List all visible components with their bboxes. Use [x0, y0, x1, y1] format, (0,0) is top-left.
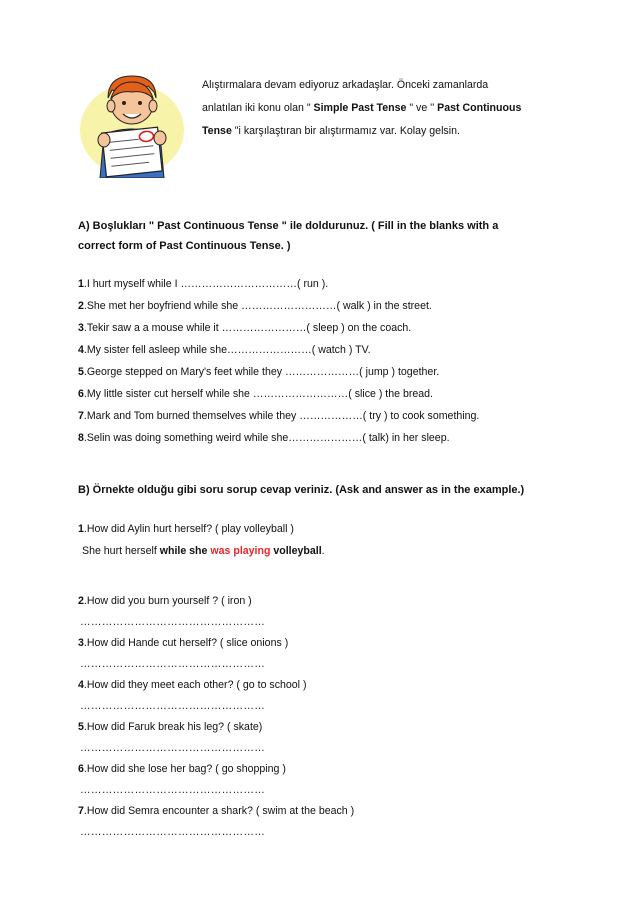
item-text: .Mark and Tom burned themselves while they ………………( try ) to cook something.: [83, 410, 480, 422]
list-item: [78, 590, 568, 612]
list-item: [78, 716, 568, 738]
list-item: [78, 273, 568, 295]
section-b-title: B) Örnekte olduğu gibi soru sorup cevap veriniz. (Ask and answer as in the example.): [78, 484, 525, 496]
header: [78, 68, 568, 178]
answer-blank[interactable]: ……………………………………………: [80, 826, 266, 838]
answer-bold: volleyball: [270, 545, 322, 557]
intro-line-3: [202, 120, 566, 143]
item-number: 2: [78, 595, 84, 607]
answer-blank[interactable]: ……………………………………………: [80, 658, 266, 670]
intro-text: anlatılan iki konu olan ": [202, 102, 314, 114]
item-number: 7: [78, 410, 84, 422]
list-item: [78, 427, 568, 449]
intro-text: " ve '': [406, 102, 438, 114]
item-number: 4: [78, 679, 84, 691]
list-item: [78, 758, 568, 780]
list-item: [78, 339, 568, 361]
intro-paragraph: [202, 74, 566, 143]
item-number: 5: [78, 721, 84, 733]
item-text: .How did they meet each other? ( go to school ): [83, 679, 307, 691]
item-text: .She met her boyfriend while she ………………………( walk ) in the street.: [83, 300, 432, 312]
item-number: 6: [78, 763, 84, 775]
section-a-title-line-1: A) Boşlukları " Past Continuous Tense " ile doldurunuz. ( Fill in the blanks with a: [78, 220, 499, 232]
intro-text: "i karşılaştıran bir alıştırmamız var. Kolay gelsin.: [231, 125, 460, 137]
item-number: 3: [78, 637, 84, 649]
answer-blank[interactable]: ……………………………………………: [80, 700, 266, 712]
item-number: 5: [78, 366, 84, 378]
answer-blank[interactable]: ……………………………………………: [80, 616, 266, 628]
answer-highlight: was playing: [210, 545, 271, 557]
item-text: .How did Faruk break his leg? ( skate): [83, 721, 263, 733]
item-text: .How did you burn yourself ? ( iron ): [83, 595, 252, 607]
item-text: .How did Semra encounter a shark? ( swim at the beach ): [83, 805, 355, 817]
item-number: 2: [78, 300, 84, 312]
list-item: [78, 383, 568, 405]
boy-holding-paper-illustration: [78, 68, 190, 178]
item-number: 1: [78, 523, 84, 535]
item-number: 8: [78, 432, 84, 444]
example-answer: [78, 540, 568, 568]
section-a-title: [78, 216, 568, 256]
answer-bold: while she: [159, 545, 211, 557]
item-text: .George stepped on Mary's feet while they …………………( jump ) together.: [83, 366, 440, 378]
item-text: .Selin was doing something weird while she…………………( talk) in her sleep.: [83, 432, 450, 444]
answer-text: .: [321, 545, 325, 557]
list-item: [78, 317, 568, 339]
list-item: [78, 800, 568, 822]
section-a-title-line-2: correct form of Past Continuous Tense. ): [78, 240, 291, 252]
list-item: [78, 361, 568, 383]
intro-line-2: [202, 97, 566, 120]
item-text: .My sister fell asleep while she……………………( watch ) TV.: [83, 344, 371, 356]
list-item: [78, 632, 568, 654]
item-number: 1: [78, 278, 84, 290]
intro-bold-tense: Tense: [202, 125, 232, 137]
item-text: .My little sister cut herself while she ………………………( slice ) the bread.: [83, 388, 434, 400]
example-question: [78, 518, 568, 540]
item-text: .How did she lose her bag? ( go shopping ): [83, 763, 286, 775]
section-a-list: [78, 273, 568, 449]
answer-text: She hurt herself: [82, 545, 160, 557]
item-number: 6: [78, 388, 84, 400]
answer-blank[interactable]: ……………………………………………: [80, 784, 266, 796]
item-number: 3: [78, 322, 84, 334]
list-item: [78, 674, 568, 696]
answer-blank[interactable]: ……………………………………………: [80, 742, 266, 754]
item-text: .How did Aylin hurt herself? ( play volleyball ): [83, 523, 294, 535]
intro-bold-past-continuous: Past Continuous: [437, 102, 522, 114]
list-item: [78, 405, 568, 427]
intro-bold-simple-past: Simple Past Tense: [313, 102, 407, 114]
item-number: 7: [78, 805, 84, 817]
item-text: .Tekir saw a a mouse while it ……………………( sleep ) on the coach.: [83, 322, 412, 334]
item-number: 4: [78, 344, 84, 356]
item-text: .I hurt myself while I ……………………………( run ).: [83, 278, 329, 290]
section-b-list: [78, 518, 568, 842]
intro-line-1: Alıştırmalara devam ediyoruz arkadaşlar. Önceki zamanlarda: [202, 79, 489, 91]
list-item: [78, 295, 568, 317]
item-text: .How did Hande cut herself? ( slice onions ): [83, 637, 289, 649]
